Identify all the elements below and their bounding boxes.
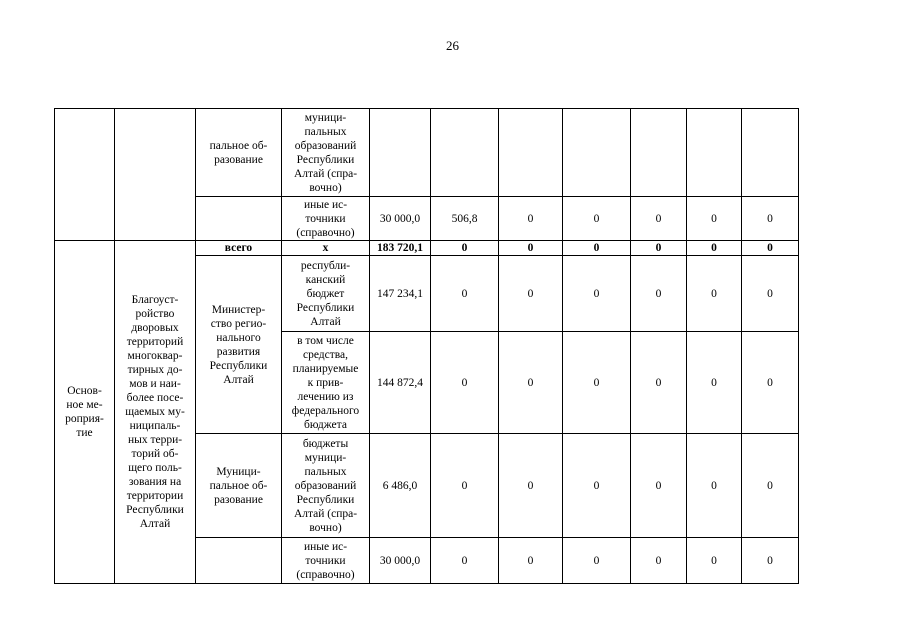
organization-line: Республики bbox=[209, 359, 268, 372]
total-value-cell: 0 bbox=[499, 241, 563, 256]
funding-source-line: иные ис- bbox=[303, 198, 348, 211]
budget-table bbox=[54, 108, 799, 584]
funding-source-line: Алтай (спра- bbox=[293, 507, 358, 520]
value-cell: 0 bbox=[687, 538, 742, 584]
value-cell: 0 bbox=[631, 332, 687, 434]
event-name-line: мов и наи- bbox=[129, 378, 181, 390]
organization-cell bbox=[196, 538, 282, 584]
cont-event-type-cell bbox=[55, 109, 115, 241]
value-cell: 0 bbox=[499, 434, 563, 538]
value-cell: 0 bbox=[431, 256, 499, 332]
event-type-cell bbox=[55, 241, 115, 584]
cont-row-municipal-budgets bbox=[55, 109, 799, 197]
funding-source-line: Республики bbox=[296, 493, 355, 506]
funding-source-line: точники bbox=[305, 212, 346, 225]
value-cell: 0 bbox=[631, 538, 687, 584]
value-cell: 0 bbox=[499, 197, 563, 241]
value-cell: 0 bbox=[431, 332, 499, 434]
funding-source-line: федерального bbox=[291, 404, 360, 417]
value-cell: 0 bbox=[499, 538, 563, 584]
funding-source-line: бюджеты bbox=[302, 437, 349, 450]
total-value-cell: 0 bbox=[563, 241, 631, 256]
funding-source-line: образований bbox=[294, 479, 357, 492]
funding-source-line: иные ис- bbox=[303, 540, 348, 553]
event-name-line: Благоуст- bbox=[131, 294, 179, 306]
total-row bbox=[55, 241, 799, 256]
total-label-cell: всего bbox=[196, 241, 282, 256]
municipality-organization-cell bbox=[196, 434, 282, 538]
event-name-line: территории bbox=[126, 490, 184, 502]
funding-source-line: республи- bbox=[300, 259, 351, 272]
event-name-line: территорий bbox=[126, 336, 184, 348]
value-cell: 0 bbox=[631, 197, 687, 241]
event-name-line: ройство bbox=[135, 308, 175, 320]
funding-source-cell bbox=[282, 332, 370, 434]
event-name-line: Алтай bbox=[139, 518, 171, 530]
value-cell: 30 000,0 bbox=[370, 538, 431, 584]
funding-source-line: к прив- bbox=[307, 376, 344, 389]
value-cell: 0 bbox=[563, 332, 631, 434]
value-cell bbox=[687, 109, 742, 197]
funding-source-line: Республики bbox=[296, 153, 355, 166]
event-type-line: ное ме- bbox=[66, 399, 103, 411]
event-type-line: Основ- bbox=[67, 385, 102, 397]
funding-source-line: в том числе bbox=[297, 334, 354, 347]
funding-source-line: (справочно) bbox=[296, 568, 355, 581]
value-cell: 6 486,0 bbox=[370, 434, 431, 538]
value-cell: 0 bbox=[563, 434, 631, 538]
organization-line: Алтай bbox=[223, 373, 254, 386]
value-cell: 0 bbox=[631, 434, 687, 538]
cont-organization-line: разование bbox=[214, 153, 263, 166]
cont-organization-cell bbox=[196, 109, 282, 197]
event-name-line: ниципаль- bbox=[129, 420, 181, 432]
funding-source-line: Республики bbox=[296, 301, 355, 314]
value-cell bbox=[742, 109, 799, 197]
event-name-line: ных терри- bbox=[127, 434, 183, 446]
funding-source-line: пальных bbox=[304, 125, 347, 138]
funding-source-line: средства, bbox=[302, 348, 349, 361]
value-cell: 0 bbox=[742, 538, 799, 584]
event-name-line: более посе- bbox=[126, 392, 184, 404]
event-name-line: многоквар- bbox=[127, 350, 183, 362]
funding-source-line: вочно) bbox=[309, 181, 342, 194]
funding-source-line: Алтай bbox=[310, 315, 341, 328]
value-cell: 0 bbox=[631, 256, 687, 332]
event-name-cell bbox=[115, 241, 196, 584]
funding-source-line: (справочно) bbox=[296, 226, 355, 239]
value-cell: 0 bbox=[687, 434, 742, 538]
value-cell: 0 bbox=[742, 256, 799, 332]
cont-organization-line: пальное об- bbox=[209, 139, 268, 152]
funding-source-line: пальных bbox=[304, 465, 347, 478]
funding-source-line: бюджет bbox=[306, 287, 345, 300]
page-number: 26 bbox=[446, 38, 459, 53]
funding-source-line: лечению из bbox=[297, 390, 354, 403]
total-source-cell: х bbox=[282, 241, 370, 256]
value-cell: 0 bbox=[687, 332, 742, 434]
event-name-line: щаемых му- bbox=[125, 406, 185, 418]
funding-source-line: планируемые bbox=[292, 362, 359, 375]
funding-source-line: точники bbox=[305, 554, 346, 567]
value-cell: 0 bbox=[499, 332, 563, 434]
organization-line: пальное об- bbox=[209, 479, 268, 492]
value-cell: 0 bbox=[687, 256, 742, 332]
event-name-line: зования на bbox=[128, 476, 182, 488]
value-cell: 0 bbox=[499, 256, 563, 332]
funding-source-line: образований bbox=[294, 139, 357, 152]
funding-source-line: Алтай (спра- bbox=[293, 167, 358, 180]
value-cell: 147 234,1 bbox=[370, 256, 431, 332]
funding-source-cell bbox=[282, 197, 370, 241]
value-cell: 0 bbox=[687, 197, 742, 241]
value-cell: 0 bbox=[431, 434, 499, 538]
event-name-line: щего поль- bbox=[128, 462, 182, 474]
total-value-cell: 0 bbox=[687, 241, 742, 256]
funding-source-line: канский bbox=[305, 273, 346, 286]
cont-event-name-cell bbox=[115, 109, 196, 241]
organization-line: нального bbox=[216, 331, 261, 344]
event-name-line: тирных до- bbox=[127, 364, 183, 376]
value-cell: 0 bbox=[431, 538, 499, 584]
event-type-line: тие bbox=[76, 427, 93, 439]
event-name-line: дворовых bbox=[131, 322, 179, 334]
organization-line: разование bbox=[214, 493, 263, 506]
funding-source-cell bbox=[282, 538, 370, 584]
value-cell bbox=[431, 109, 499, 197]
organization-cell bbox=[196, 197, 282, 241]
value-cell bbox=[499, 109, 563, 197]
funding-source-cell bbox=[282, 434, 370, 538]
value-cell: 144 872,4 bbox=[370, 332, 431, 434]
organization-line: ство регио- bbox=[210, 317, 267, 330]
value-cell: 0 bbox=[742, 197, 799, 241]
value-cell: 0 bbox=[563, 256, 631, 332]
total-value-cell: 0 bbox=[742, 241, 799, 256]
value-cell bbox=[370, 109, 431, 197]
event-type-line: роприя- bbox=[65, 413, 104, 425]
funding-source-line: бюджета bbox=[304, 418, 347, 431]
value-cell: 30 000,0 bbox=[370, 197, 431, 241]
funding-source-cell bbox=[282, 256, 370, 332]
funding-source-line: вочно) bbox=[309, 521, 342, 534]
funding-source-cell bbox=[282, 109, 370, 197]
value-cell bbox=[631, 109, 687, 197]
organization-line: Министер- bbox=[211, 303, 266, 316]
total-value-cell: 0 bbox=[431, 241, 499, 256]
value-cell: 0 bbox=[742, 332, 799, 434]
value-cell: 0 bbox=[563, 197, 631, 241]
value-cell bbox=[563, 109, 631, 197]
funding-source-line: муници- bbox=[304, 451, 347, 464]
value-cell: 506,8 bbox=[431, 197, 499, 241]
total-value-cell: 0 bbox=[631, 241, 687, 256]
funding-source-line: муници- bbox=[304, 111, 347, 124]
organization-line: Муници- bbox=[216, 465, 261, 478]
event-name-line: торий об- bbox=[131, 448, 179, 460]
value-cell: 0 bbox=[742, 434, 799, 538]
organization-line: развития bbox=[216, 345, 261, 358]
value-cell: 0 bbox=[563, 538, 631, 584]
total-value-cell: 183 720,1 bbox=[370, 241, 431, 256]
ministry-organization-cell bbox=[196, 256, 282, 434]
event-name-line: Республики bbox=[126, 504, 184, 516]
